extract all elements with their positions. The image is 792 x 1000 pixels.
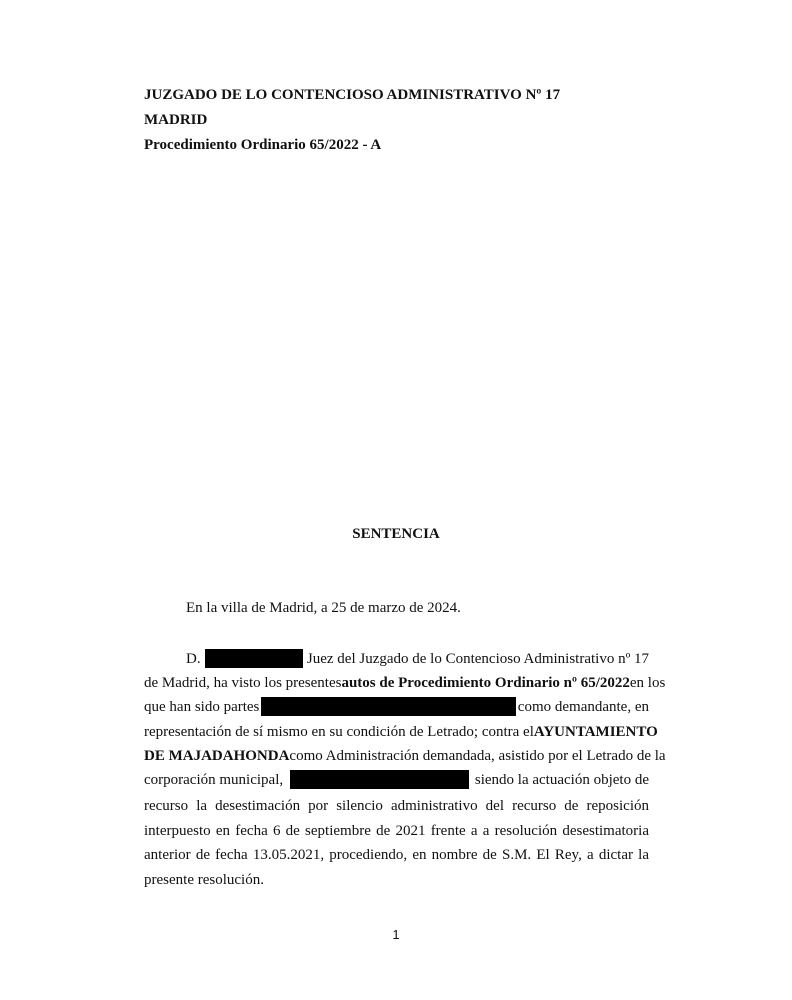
redaction-block — [261, 697, 516, 716]
body-text: corporación municipal, — [144, 772, 284, 788]
body-line-7: recurso la desestimación por silencio administrativo del recurso de reposición — [144, 798, 649, 814]
body-line-1 — [186, 649, 649, 669]
redaction-block — [205, 649, 303, 668]
body-text-bold: AYUNTAMIENTO — [533, 724, 658, 740]
court-name: JUZGADO DE LO CONTENCIOSO ADMINISTRATIVO Nº 17 — [144, 87, 561, 103]
body-line-2 — [144, 673, 666, 693]
redaction-block — [290, 770, 469, 789]
date-line: En la villa de Madrid, a 25 de marzo de 2024. — [186, 600, 461, 616]
body-text-bold: autos de Procedimiento Ordinario nº 65/2022 — [341, 675, 630, 691]
body-text: como Administración demandada, asistido por el Letrado de la — [289, 748, 666, 764]
body-text: en los — [629, 675, 666, 691]
body-text: D. — [186, 651, 201, 667]
body-line-8: interpuesto en fecha 6 de septiembre de 2021 frente a a resolución desestimatoria — [144, 823, 649, 839]
body-text: Juez del Juzgado de lo Contencioso Administrativo nº 17 — [306, 651, 649, 667]
body-text: de Madrid, ha visto los presentes — [144, 675, 342, 691]
body-text: representación de sí mismo en su condición de Letrado; contra el — [144, 724, 534, 740]
body-line-3 — [144, 697, 649, 717]
body-line-5 — [144, 746, 666, 766]
body-text-bold: DE MAJADAHONDA — [144, 748, 290, 764]
body-line-6 — [144, 770, 649, 790]
body-line-9: anterior de fecha 13.05.2021, procediendo, en nombre de S.M. El Rey, a dictar la — [144, 847, 649, 863]
procedure-number: Procedimiento Ordinario 65/2022 - A — [144, 137, 382, 153]
document-title: SENTENCIA — [352, 526, 440, 542]
body-text: que han sido partes — [144, 699, 260, 715]
page-number: 1 — [392, 927, 400, 942]
body-text: como demandante, en — [517, 699, 649, 715]
body-line-10: presente resolución. — [144, 872, 264, 888]
body-text: siendo la actuación objeto de — [474, 772, 649, 788]
document-header — [144, 83, 560, 158]
court-city: MADRID — [144, 112, 208, 128]
body-line-4 — [144, 722, 658, 742]
